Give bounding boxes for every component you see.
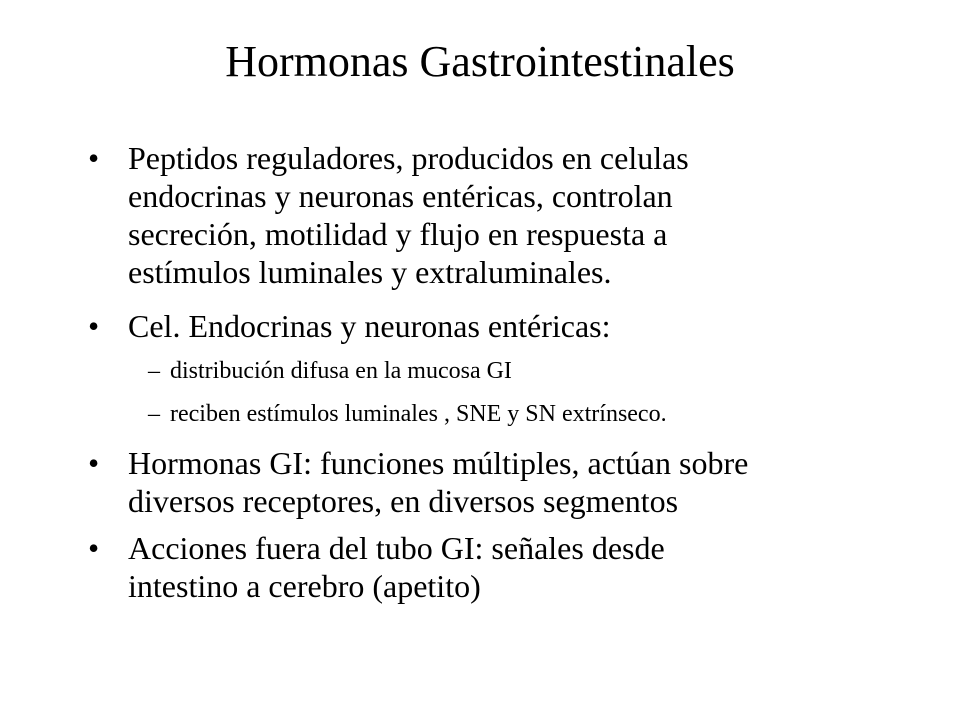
dash-icon: – — [148, 358, 160, 384]
bullet-text — [128, 139, 868, 291]
bullet-text — [128, 444, 868, 520]
bullet-line: Peptidos reguladores, producidos en celulas — [128, 140, 689, 176]
bullet-line: Hormonas GI: funciones múltiples, actúan sobre — [128, 445, 749, 481]
slide-title: Hormonas Gastrointestinales — [225, 37, 735, 86]
bullet-icon: • — [88, 445, 100, 481]
bullet-line: diversos receptores, en diversos segmentos — [128, 483, 679, 519]
bullet-icon: • — [88, 140, 100, 176]
bullet-text — [128, 307, 868, 345]
sub-bullet-text: reciben estímulos luminales , SNE y SN extrínseco. — [170, 401, 667, 427]
sub-bullet-text: distribución difusa en la mucosa GI — [170, 358, 512, 384]
sub-bullet-item-2 — [0, 396, 960, 432]
sub-bullet-item-1 — [0, 353, 960, 389]
bullet-line: endocrinas y neuronas entéricas, controlan — [128, 178, 673, 214]
bullet-line: Acciones fuera del tubo GI: señales desde — [128, 530, 665, 566]
bullet-text — [128, 529, 868, 605]
dash-icon: – — [148, 401, 160, 427]
bullet-line: Cel. Endocrinas y neuronas entéricas: — [128, 308, 611, 344]
bullet-line: intestino a cerebro (apetito) — [128, 568, 481, 604]
bullet-icon: • — [88, 308, 100, 344]
bullet-line: estímulos luminales y extraluminales. — [128, 254, 612, 290]
bullet-icon: • — [88, 530, 100, 566]
bullet-line: secreción, motilidad y flujo en respuesta a — [128, 216, 668, 252]
